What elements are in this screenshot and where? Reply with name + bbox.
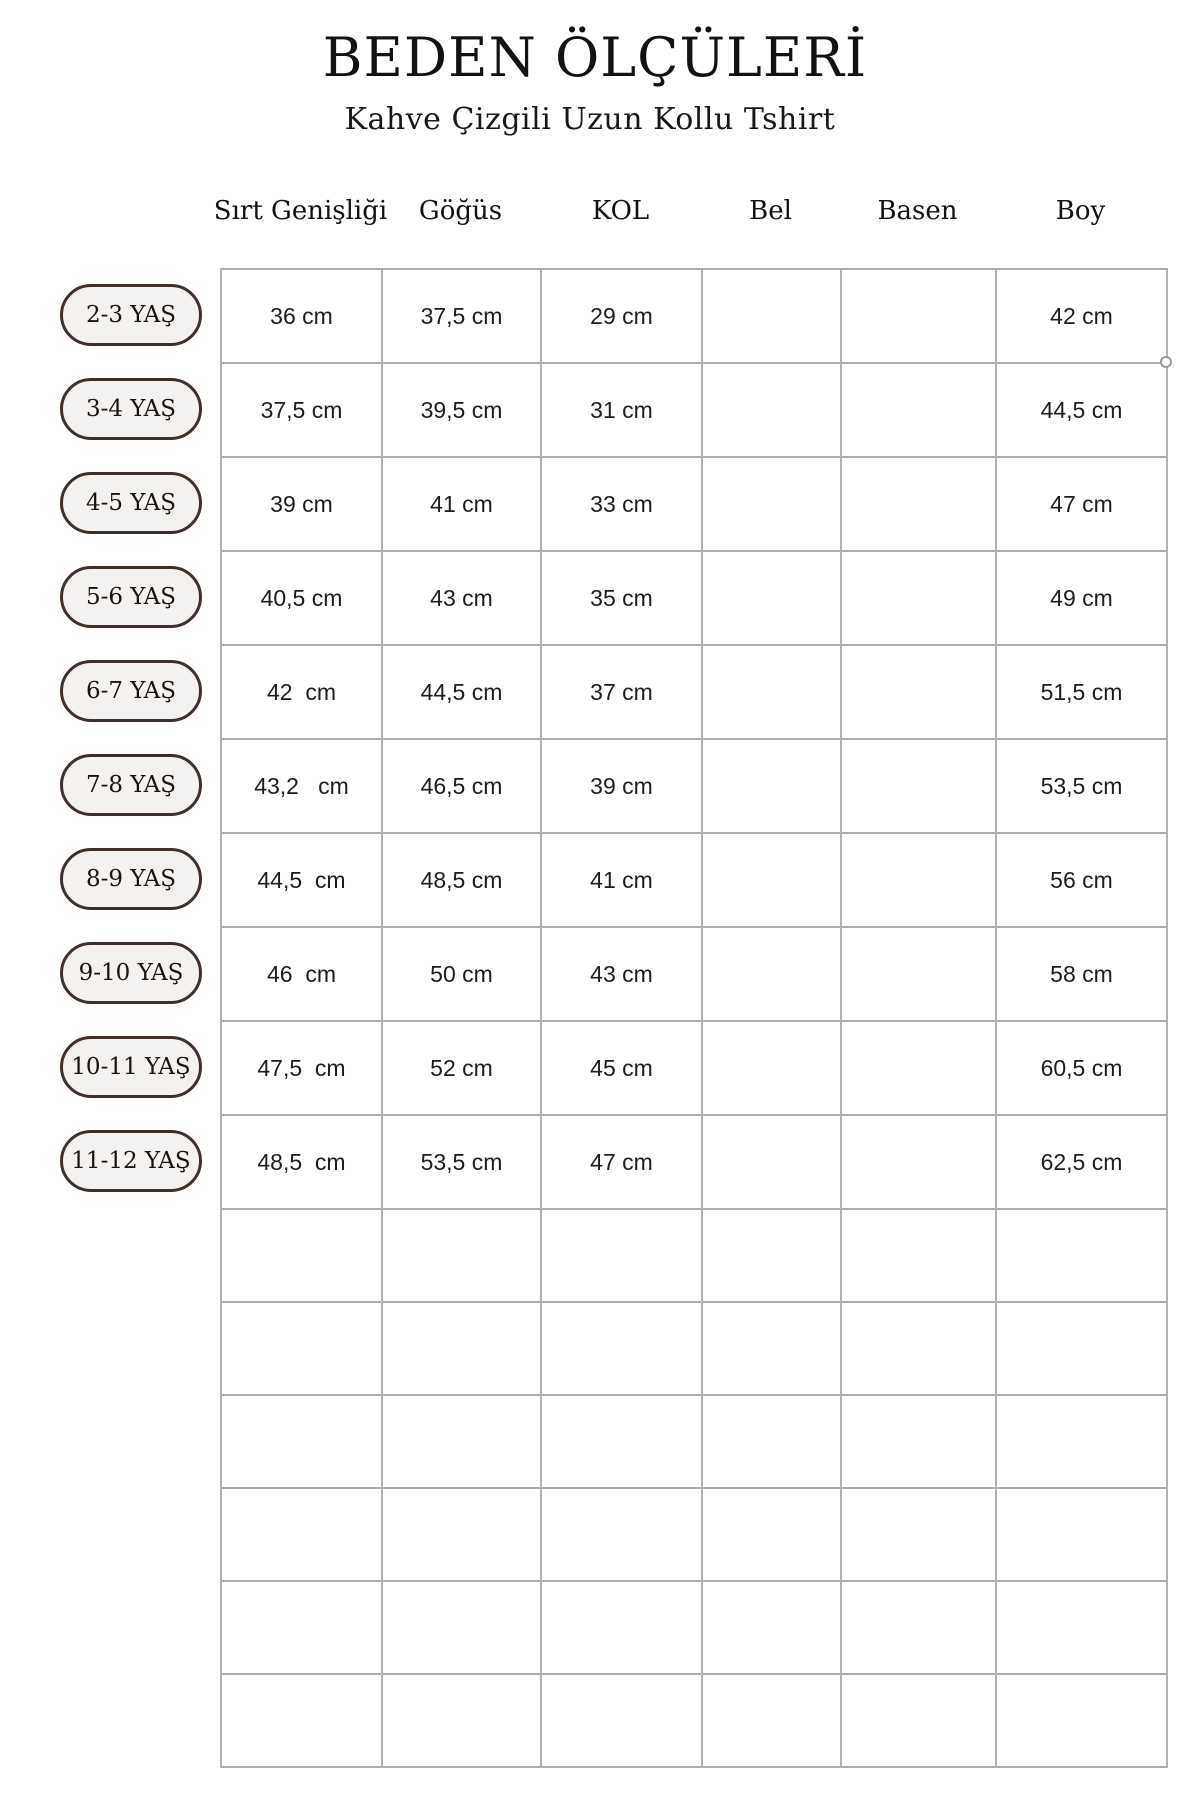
table-cell-empty	[703, 1396, 842, 1489]
table-cell	[842, 364, 997, 458]
table-cell-empty	[842, 1675, 997, 1768]
table-cell: 42 cm	[222, 646, 383, 740]
table-cell	[703, 270, 842, 364]
table-cell: 39 cm	[222, 458, 383, 552]
table-cell	[703, 1116, 842, 1210]
column-header-kol: KOL	[591, 196, 650, 226]
table-cell	[842, 1116, 997, 1210]
table-cell	[703, 552, 842, 646]
table-cell: 37,5 cm	[222, 364, 383, 458]
table-cell: 56 cm	[997, 834, 1168, 928]
age-pill-2-3-yas: 2-3 YAŞ	[60, 284, 202, 346]
table-cell: 40,5 cm	[222, 552, 383, 646]
table-cell	[842, 458, 997, 552]
table-cell: 48,5 cm	[222, 1116, 383, 1210]
table-cell: 39 cm	[542, 740, 703, 834]
table-cell	[842, 552, 997, 646]
table-cell: 35 cm	[542, 552, 703, 646]
age-pill-10-11-yas: 10-11 YAŞ	[60, 1036, 202, 1098]
table-cell: 46 cm	[222, 928, 383, 1022]
table-cell	[703, 740, 842, 834]
table-cell-empty	[842, 1582, 997, 1675]
page-title: BEDEN ÖLÇÜLERİ	[322, 26, 868, 89]
table-cell	[703, 364, 842, 458]
table-cell-empty	[842, 1396, 997, 1489]
table-cell: 60,5 cm	[997, 1022, 1168, 1116]
selection-handle-icon	[1160, 356, 1172, 368]
table-cell: 46,5 cm	[383, 740, 542, 834]
table-cell	[703, 1022, 842, 1116]
table-cell: 48,5 cm	[383, 834, 542, 928]
table-cell-empty	[383, 1303, 542, 1396]
table-cell	[842, 928, 997, 1022]
table-cell	[703, 834, 842, 928]
column-header-boy: Boy	[1055, 196, 1106, 226]
table-cell: 29 cm	[542, 270, 703, 364]
table-cell-empty	[842, 1489, 997, 1582]
table-cell	[703, 646, 842, 740]
table-cell: 50 cm	[383, 928, 542, 1022]
table-cell-empty	[542, 1675, 703, 1768]
table-cell: 43 cm	[383, 552, 542, 646]
table-cell-empty	[383, 1396, 542, 1489]
table-cell-empty	[997, 1582, 1168, 1675]
table-cell: 39,5 cm	[383, 364, 542, 458]
table-cell: 43 cm	[542, 928, 703, 1022]
table-cell-empty	[383, 1210, 542, 1303]
table-cell-empty	[383, 1582, 542, 1675]
table-cell-empty	[703, 1303, 842, 1396]
size-table	[220, 268, 1168, 1768]
table-cell: 47,5 cm	[222, 1022, 383, 1116]
page-subtitle: Kahve Çizgili Uzun Kollu Tshirt	[344, 102, 836, 137]
table-cell-empty	[703, 1210, 842, 1303]
table-cell: 53,5 cm	[997, 740, 1168, 834]
table-cell-empty	[542, 1582, 703, 1675]
table-cell: 41 cm	[383, 458, 542, 552]
table-cell-empty	[703, 1489, 842, 1582]
table-cell-empty	[222, 1675, 383, 1768]
table-cell	[703, 928, 842, 1022]
age-pill-11-12-yas: 11-12 YAŞ	[60, 1130, 202, 1192]
table-cell: 36 cm	[222, 270, 383, 364]
age-pill-6-7-yas: 6-7 YAŞ	[60, 660, 202, 722]
table-cell: 41 cm	[542, 834, 703, 928]
table-cell-empty	[997, 1489, 1168, 1582]
table-cell-empty	[997, 1303, 1168, 1396]
column-header-bel: Bel	[749, 196, 792, 226]
table-cell-empty	[997, 1396, 1168, 1489]
table-cell: 33 cm	[542, 458, 703, 552]
age-pill-8-9-yas: 8-9 YAŞ	[60, 848, 202, 910]
table-cell: 37 cm	[542, 646, 703, 740]
table-cell-empty	[703, 1582, 842, 1675]
table-cell: 58 cm	[997, 928, 1168, 1022]
table-cell-empty	[222, 1396, 383, 1489]
age-pill-5-6-yas: 5-6 YAŞ	[60, 566, 202, 628]
table-cell	[703, 458, 842, 552]
age-pill-9-10-yas: 9-10 YAŞ	[60, 942, 202, 1004]
table-cell-empty	[542, 1489, 703, 1582]
table-cell-empty	[842, 1210, 997, 1303]
column-header-sirt-genisligi: Sırt Genişliği	[213, 196, 388, 226]
table-cell	[842, 740, 997, 834]
table-cell: 47 cm	[997, 458, 1168, 552]
table-cell: 44,5 cm	[383, 646, 542, 740]
table-cell-empty	[542, 1303, 703, 1396]
table-cell-empty	[383, 1675, 542, 1768]
column-header-gogus: Göğüs	[418, 196, 503, 226]
column-header-basen: Basen	[877, 196, 958, 226]
age-pill-3-4-yas: 3-4 YAŞ	[60, 378, 202, 440]
table-cell: 62,5 cm	[997, 1116, 1168, 1210]
table-cell	[842, 1022, 997, 1116]
table-cell-empty	[542, 1396, 703, 1489]
table-cell-empty	[222, 1210, 383, 1303]
table-cell: 44,5 cm	[222, 834, 383, 928]
table-cell: 45 cm	[542, 1022, 703, 1116]
table-cell: 37,5 cm	[383, 270, 542, 364]
table-cell: 43,2 cm	[222, 740, 383, 834]
table-cell: 31 cm	[542, 364, 703, 458]
table-cell: 51,5 cm	[997, 646, 1168, 740]
table-cell: 42 cm	[997, 270, 1168, 364]
table-cell-empty	[842, 1303, 997, 1396]
age-pill-4-5-yas: 4-5 YAŞ	[60, 472, 202, 534]
table-cell	[842, 270, 997, 364]
table-cell	[842, 646, 997, 740]
table-cell-empty	[383, 1489, 542, 1582]
table-cell: 49 cm	[997, 552, 1168, 646]
table-cell-empty	[222, 1582, 383, 1675]
table-cell	[842, 834, 997, 928]
table-cell: 44,5 cm	[997, 364, 1168, 458]
table-cell-empty	[703, 1675, 842, 1768]
table-cell-empty	[222, 1303, 383, 1396]
table-cell-empty	[222, 1489, 383, 1582]
table-cell-empty	[997, 1675, 1168, 1768]
table-cell-empty	[997, 1210, 1168, 1303]
table-cell: 47 cm	[542, 1116, 703, 1210]
table-cell: 52 cm	[383, 1022, 542, 1116]
table-cell-empty	[542, 1210, 703, 1303]
table-cell: 53,5 cm	[383, 1116, 542, 1210]
age-pill-7-8-yas: 7-8 YAŞ	[60, 754, 202, 816]
